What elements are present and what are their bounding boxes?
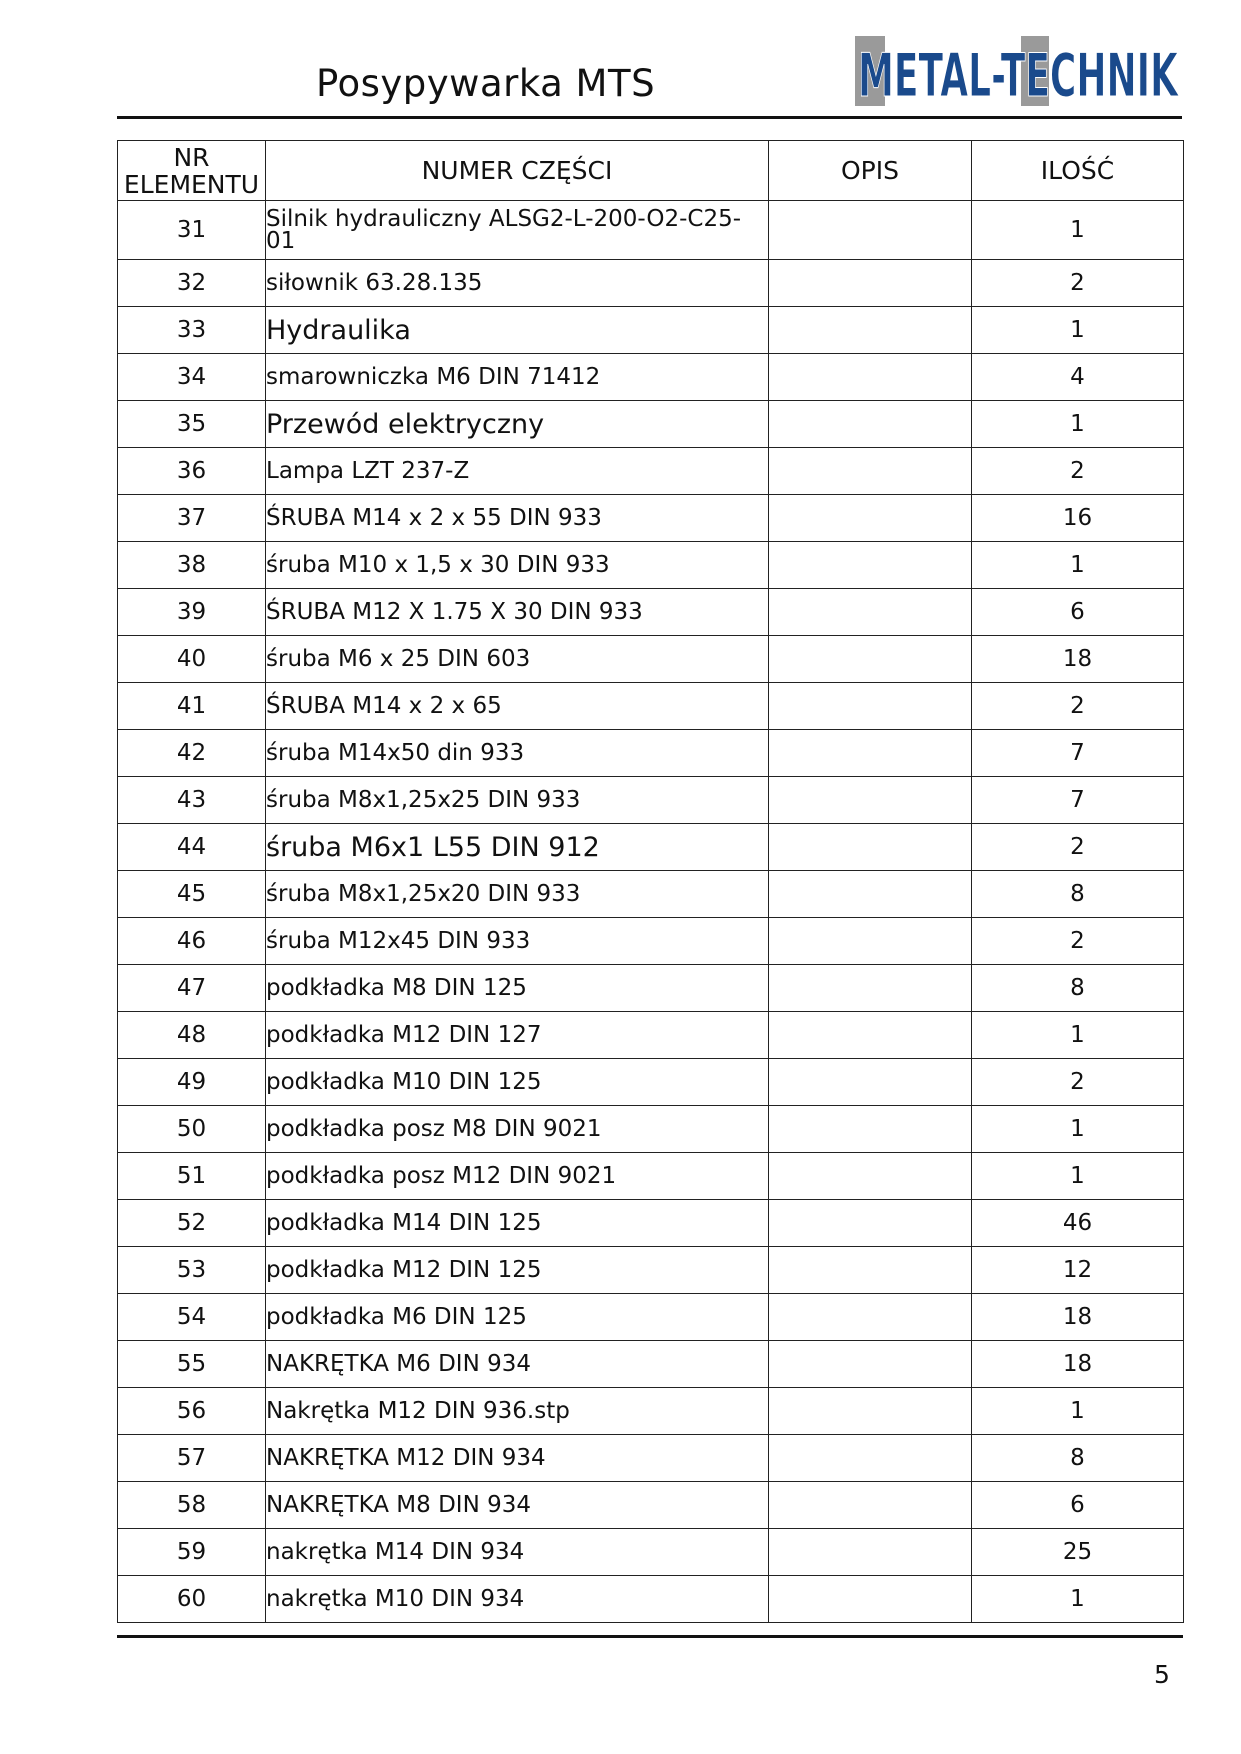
- cell-part-number: śruba M8x1,25x25 DIN 933: [266, 777, 769, 824]
- table-row: [118, 965, 1184, 1012]
- cell-element-number: 60: [118, 1576, 266, 1623]
- cell-description: [769, 307, 972, 354]
- table-row: [118, 1294, 1184, 1341]
- page-number: 5: [1154, 1660, 1170, 1689]
- cell-quantity: 6: [972, 1482, 1184, 1529]
- cell-description: [769, 1012, 972, 1059]
- cell-part-number: podkładka M12 DIN 125: [266, 1247, 769, 1294]
- cell-description: [769, 354, 972, 401]
- cell-element-number: 48: [118, 1012, 266, 1059]
- page-title: Posypywarka MTS: [316, 62, 656, 105]
- cell-quantity: 1: [972, 1106, 1184, 1153]
- cell-element-number: 46: [118, 918, 266, 965]
- cell-part-number: Nakrętka M12 DIN 936.stp: [266, 1388, 769, 1435]
- cell-description: [769, 730, 972, 777]
- cell-element-number: 56: [118, 1388, 266, 1435]
- cell-element-number: 59: [118, 1529, 266, 1576]
- table-row: [118, 542, 1184, 589]
- cell-description: [769, 965, 972, 1012]
- cell-part-number: Przewód elektryczny: [266, 401, 769, 448]
- table-row: [118, 1247, 1184, 1294]
- table-row: [118, 1012, 1184, 1059]
- table-row: [118, 1059, 1184, 1106]
- cell-description: [769, 260, 972, 307]
- cell-quantity: 2: [972, 824, 1184, 871]
- cell-part-number: NAKRĘTKA M12 DIN 934: [266, 1435, 769, 1482]
- table-row: [118, 354, 1184, 401]
- cell-element-number: 32: [118, 260, 266, 307]
- cell-element-number: 50: [118, 1106, 266, 1153]
- table-row: [118, 1529, 1184, 1576]
- cell-quantity: 1: [972, 1153, 1184, 1200]
- table-row: [118, 448, 1184, 495]
- cell-part-number: Lampa LZT 237-Z: [266, 448, 769, 495]
- cell-element-number: 41: [118, 683, 266, 730]
- cell-description: [769, 1153, 972, 1200]
- cell-quantity: 1: [972, 401, 1184, 448]
- cell-part-number: nakrętka M10 DIN 934: [266, 1576, 769, 1623]
- cell-quantity: 1: [972, 1576, 1184, 1623]
- cell-part-number: podkładka M10 DIN 125: [266, 1059, 769, 1106]
- cell-element-number: 31: [118, 201, 266, 260]
- cell-quantity: 2: [972, 448, 1184, 495]
- cell-element-number: 47: [118, 965, 266, 1012]
- cell-description: [769, 777, 972, 824]
- cell-description: [769, 1529, 972, 1576]
- cell-description: [769, 918, 972, 965]
- cell-part-number: podkładka M8 DIN 125: [266, 965, 769, 1012]
- table-row: [118, 918, 1184, 965]
- cell-description: [769, 589, 972, 636]
- cell-quantity: 2: [972, 260, 1184, 307]
- cell-quantity: 2: [972, 683, 1184, 730]
- cell-quantity: 18: [972, 1341, 1184, 1388]
- cell-element-number: 58: [118, 1482, 266, 1529]
- cell-description: [769, 1059, 972, 1106]
- cell-element-number: 43: [118, 777, 266, 824]
- cell-element-number: 35: [118, 401, 266, 448]
- svg-text:METAL-TECHNIK: METAL-TECHNIK: [858, 41, 1180, 106]
- parts-table: [117, 140, 1184, 1623]
- cell-description: [769, 1482, 972, 1529]
- cell-description: [769, 1200, 972, 1247]
- cell-element-number: 38: [118, 542, 266, 589]
- cell-description: [769, 542, 972, 589]
- cell-part-number: podkładka M6 DIN 125: [266, 1294, 769, 1341]
- header-nr-elementu: NR ELEMENTU: [118, 141, 266, 201]
- cell-part-number: Hydraulika: [266, 307, 769, 354]
- cell-element-number: 42: [118, 730, 266, 777]
- table-row: [118, 1106, 1184, 1153]
- cell-quantity: 25: [972, 1529, 1184, 1576]
- cell-element-number: 45: [118, 871, 266, 918]
- table-row: [118, 824, 1184, 871]
- cell-quantity: 1: [972, 1012, 1184, 1059]
- cell-element-number: 34: [118, 354, 266, 401]
- cell-quantity: 8: [972, 871, 1184, 918]
- cell-quantity: 8: [972, 965, 1184, 1012]
- cell-part-number: ŚRUBA M14 x 2 x 65: [266, 683, 769, 730]
- cell-part-number: podkładka posz M8 DIN 9021: [266, 1106, 769, 1153]
- cell-part-number: nakrętka M14 DIN 934: [266, 1529, 769, 1576]
- cell-description: [769, 448, 972, 495]
- table-row: [118, 730, 1184, 777]
- table-row: [118, 871, 1184, 918]
- cell-part-number: NAKRĘTKA M6 DIN 934: [266, 1341, 769, 1388]
- cell-part-number: podkładka posz M12 DIN 9021: [266, 1153, 769, 1200]
- cell-description: [769, 683, 972, 730]
- cell-element-number: 37: [118, 495, 266, 542]
- cell-part-number: smarowniczka M6 DIN 71412: [266, 354, 769, 401]
- cell-element-number: 53: [118, 1247, 266, 1294]
- table-row: [118, 307, 1184, 354]
- cell-description: [769, 1341, 972, 1388]
- header-numer-czesci: NUMER CZĘŚCI: [266, 141, 769, 201]
- table-row: [118, 1153, 1184, 1200]
- table-row: [118, 1341, 1184, 1388]
- cell-element-number: 51: [118, 1153, 266, 1200]
- cell-part-number: ŚRUBA M12 X 1.75 X 30 DIN 933: [266, 589, 769, 636]
- cell-part-number: NAKRĘTKA M8 DIN 934: [266, 1482, 769, 1529]
- cell-element-number: 52: [118, 1200, 266, 1247]
- table-row: [118, 201, 1184, 260]
- table-row: [118, 260, 1184, 307]
- cell-quantity: 1: [972, 1388, 1184, 1435]
- cell-description: [769, 1106, 972, 1153]
- cell-element-number: 39: [118, 589, 266, 636]
- cell-element-number: 33: [118, 307, 266, 354]
- cell-element-number: 49: [118, 1059, 266, 1106]
- cell-element-number: 57: [118, 1435, 266, 1482]
- cell-description: [769, 824, 972, 871]
- cell-part-number: śruba M6x1 L55 DIN 912: [266, 824, 769, 871]
- cell-part-number: śruba M14x50 din 933: [266, 730, 769, 777]
- cell-description: [769, 1388, 972, 1435]
- cell-quantity: 18: [972, 1294, 1184, 1341]
- table-row: [118, 1576, 1184, 1623]
- cell-part-number: śruba M10 x 1,5 x 30 DIN 933: [266, 542, 769, 589]
- cell-quantity: 1: [972, 542, 1184, 589]
- table-row: [118, 1482, 1184, 1529]
- cell-description: [769, 1435, 972, 1482]
- cell-description: [769, 201, 972, 260]
- table-row: [118, 401, 1184, 448]
- cell-quantity: 12: [972, 1247, 1184, 1294]
- cell-part-number: siłownik 63.28.135: [266, 260, 769, 307]
- cell-description: [769, 871, 972, 918]
- cell-description: [769, 1247, 972, 1294]
- cell-description: [769, 401, 972, 448]
- cell-part-number: śruba M8x1,25x20 DIN 933: [266, 871, 769, 918]
- table-row: [118, 1388, 1184, 1435]
- cell-quantity: 7: [972, 730, 1184, 777]
- table-header-row: [118, 141, 1184, 201]
- cell-quantity: 7: [972, 777, 1184, 824]
- cell-quantity: 2: [972, 1059, 1184, 1106]
- table-row: [118, 495, 1184, 542]
- cell-part-number: Silnik hydrauliczny ALSG2-L-200-O2-C25-01: [266, 201, 769, 260]
- cell-description: [769, 495, 972, 542]
- cell-quantity: 46: [972, 1200, 1184, 1247]
- table-row: [118, 1200, 1184, 1247]
- cell-description: [769, 1294, 972, 1341]
- cell-quantity: 6: [972, 589, 1184, 636]
- cell-quantity: 4: [972, 354, 1184, 401]
- cell-part-number: ŚRUBA M14 x 2 x 55 DIN 933: [266, 495, 769, 542]
- table-row: [118, 1435, 1184, 1482]
- cell-part-number: śruba M6 x 25 DIN 603: [266, 636, 769, 683]
- table-row: [118, 589, 1184, 636]
- cell-element-number: 40: [118, 636, 266, 683]
- cell-element-number: 55: [118, 1341, 266, 1388]
- footer-rule: [117, 1635, 1183, 1638]
- table-row: [118, 683, 1184, 730]
- cell-quantity: 2: [972, 918, 1184, 965]
- cell-element-number: 44: [118, 824, 266, 871]
- metal-technik-logo: [855, 36, 1181, 106]
- cell-element-number: 54: [118, 1294, 266, 1341]
- cell-quantity: 18: [972, 636, 1184, 683]
- cell-description: [769, 636, 972, 683]
- cell-quantity: 1: [972, 201, 1184, 260]
- cell-part-number: podkładka M14 DIN 125: [266, 1200, 769, 1247]
- cell-description: [769, 1576, 972, 1623]
- header-ilosc: ILOŚĆ: [972, 141, 1184, 201]
- header-rule: [117, 116, 1182, 119]
- cell-element-number: 36: [118, 448, 266, 495]
- table-row: [118, 777, 1184, 824]
- cell-part-number: śruba M12x45 DIN 933: [266, 918, 769, 965]
- cell-part-number: podkładka M12 DIN 127: [266, 1012, 769, 1059]
- cell-quantity: 16: [972, 495, 1184, 542]
- table-row: [118, 636, 1184, 683]
- cell-quantity: 8: [972, 1435, 1184, 1482]
- header-opis: OPIS: [769, 141, 972, 201]
- cell-quantity: 1: [972, 307, 1184, 354]
